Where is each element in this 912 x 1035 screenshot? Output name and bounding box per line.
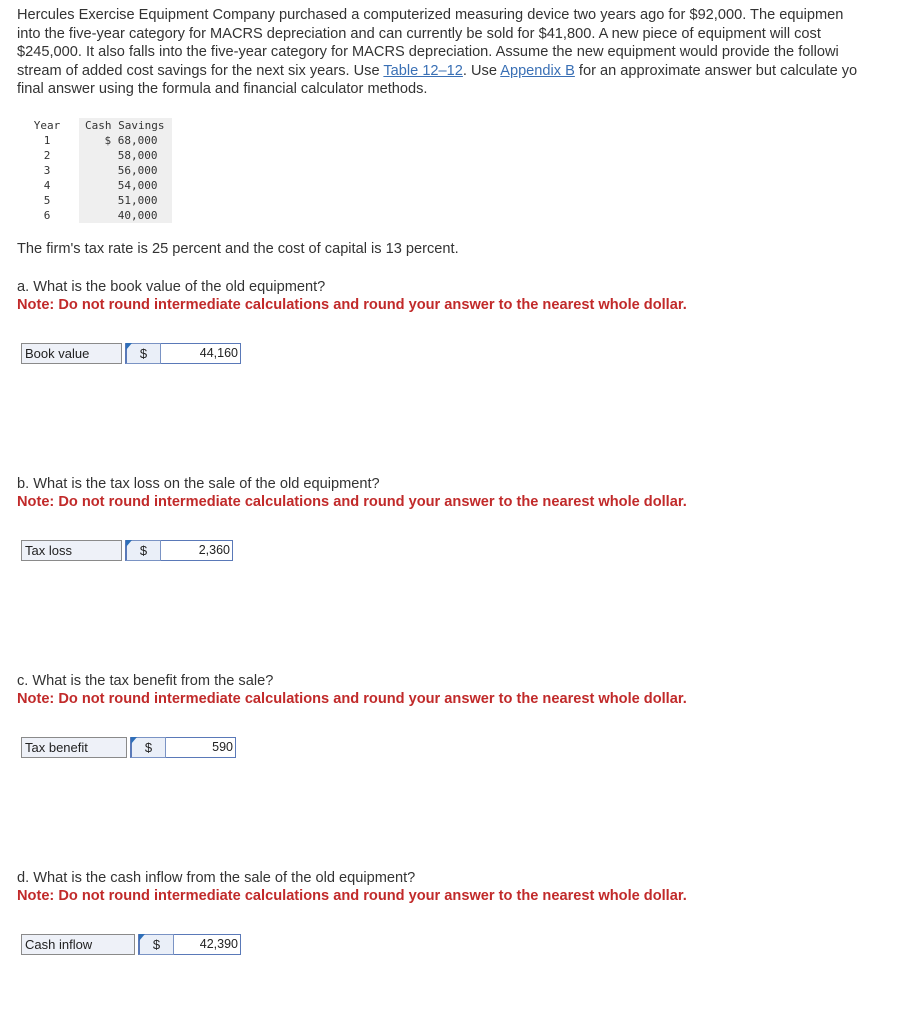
table-row [17, 208, 172, 223]
table-row [17, 178, 172, 193]
cash-inflow-label: Cash inflow [21, 934, 135, 955]
savings-cell: 58,000 [79, 148, 172, 163]
year-cell: 6 [43, 209, 51, 222]
savings-cell: $ 68,000 [79, 133, 172, 148]
year-cell: 2 [43, 149, 51, 162]
table-12-12-link[interactable]: Table 12–12 [383, 62, 463, 79]
book-value-input[interactable]: 44,160 [161, 343, 241, 364]
cash-inflow-answer-row [21, 934, 241, 955]
table-row [17, 193, 172, 208]
year-header: Year [33, 119, 61, 132]
table-row [17, 133, 172, 148]
tax-benefit-currency: $ [130, 737, 166, 758]
tax-loss-input[interactable]: 2,360 [161, 540, 233, 561]
problem-line-1: Hercules Exercise Equipment Company purchased a computerized measuring device two years ago for $92,000. The equipmen [17, 7, 844, 23]
savings-cell: 51,000 [79, 193, 172, 208]
question-b: b. What is the tax loss on the sale of the old equipment? [17, 476, 380, 492]
question-c: c. What is the tax benefit from the sale? [17, 673, 274, 689]
tax-loss-answer-row [21, 540, 233, 561]
cash-savings-header: Cash Savings [79, 118, 172, 133]
cash-inflow-currency: $ [138, 934, 174, 955]
tax-benefit-input[interactable]: 590 [166, 737, 236, 758]
problem-line-5: final answer using the formula and financial calculator methods. [17, 81, 428, 98]
tax-benefit-label: Tax benefit [21, 737, 127, 758]
year-cell: 5 [43, 194, 51, 207]
tax-benefit-answer-row [21, 737, 236, 758]
problem-line-4-text-a: stream of added cost savings for the next six years. Use [17, 62, 384, 79]
problem-line-3: $245,000. It also falls into the five-year category for MACRS depreciation. Assume the new equipment would provide the followi [17, 44, 839, 61]
table-row [17, 163, 172, 178]
savings-cell: 40,000 [79, 208, 172, 223]
question-a-note: Note: Do not round intermediate calculations and round your answer to the nearest whole dollar. [17, 297, 687, 313]
tax-loss-label: Tax loss [21, 540, 122, 561]
year-cell: 1 [43, 134, 51, 147]
question-c-note: Note: Do not round intermediate calculations and round your answer to the nearest whole dollar. [17, 691, 687, 707]
question-a: a. What is the book value of the old equipment? [17, 279, 326, 295]
savings-cell: 56,000 [79, 163, 172, 178]
tax-rate-statement: The firm's tax rate is 25 percent and the cost of capital is 13 percent. [17, 241, 459, 257]
problem-line-4-text-c: for an approximate answer but calculate yo [574, 62, 858, 79]
question-d: d. What is the cash inflow from the sale of the old equipment? [17, 870, 416, 886]
tax-loss-currency: $ [125, 540, 161, 561]
table-header-row [17, 118, 172, 133]
question-d-note: Note: Do not round intermediate calculations and round your answer to the nearest whole dollar. [17, 888, 687, 904]
year-cell: 3 [43, 164, 51, 177]
cash-savings-table [17, 118, 172, 223]
cash-inflow-input[interactable]: 42,390 [174, 934, 241, 955]
problem-line-4 [17, 62, 912, 81]
savings-cell: 54,000 [79, 178, 172, 193]
problem-statement [17, 6, 912, 99]
problem-line-4-text-b: . Use [462, 62, 501, 79]
question-b-note: Note: Do not round intermediate calculations and round your answer to the nearest whole dollar. [17, 494, 687, 510]
table-row [17, 148, 172, 163]
appendix-b-link[interactable]: Appendix B [500, 62, 575, 79]
year-cell: 4 [43, 179, 51, 192]
book-value-label: Book value [21, 343, 122, 364]
book-value-answer-row [21, 343, 241, 364]
book-value-currency: $ [125, 343, 161, 364]
problem-line-2: into the five-year category for MACRS depreciation and can currently be sold for $41,800. A new piece of equipment will cost [17, 25, 821, 42]
